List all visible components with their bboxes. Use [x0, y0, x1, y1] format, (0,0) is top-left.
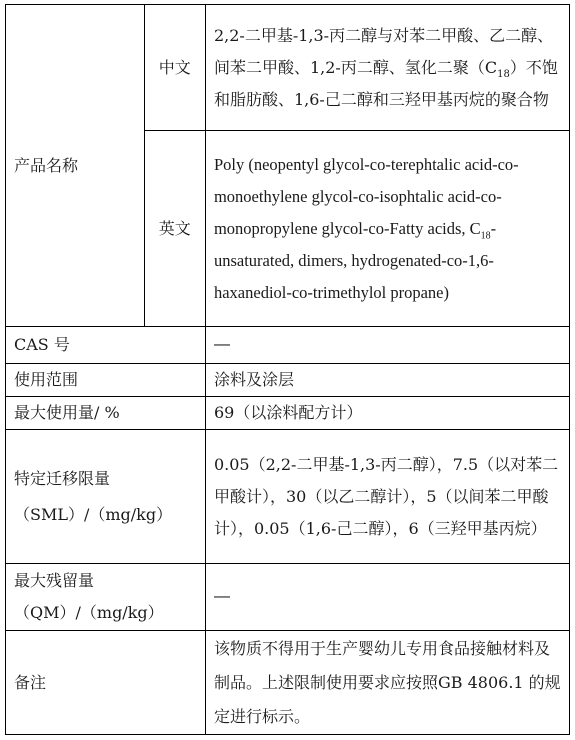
row-cas	[6, 327, 570, 364]
qm-label: 最大残留量 （QM）/（mg/kg）	[6, 564, 206, 631]
usage-scope-value: 涂料及涂层	[205, 364, 569, 397]
english-name-part1: Poly (neopentyl glycol-co-terephtalic acid-co-monoethylene glycol-co-isophtalic acid-co-monopropylene glycol-co-Fatty acids, C	[213, 154, 519, 238]
chinese-name-value	[205, 5, 569, 131]
row-max-usage	[6, 397, 570, 430]
english-name-value	[205, 131, 569, 327]
sml-value: 0.05（2,2-二甲基-1,3-丙二醇），7.5（以对苯二甲酸计），30（以乙二醇计），5（以间苯二甲酸计），0.05（1,6-己二醇），6（三羟甲基丙烷）	[205, 430, 569, 564]
row-usage-scope	[6, 364, 570, 397]
sml-label: 特定迁移限量 （SML）/（mg/kg）	[6, 430, 206, 564]
remarks-value: 该物质不得用于生产婴幼儿专用食品接触材料及制品。上述限制使用要求应按照GB 4806.1 的规定进行标示。	[205, 631, 569, 735]
english-label: 英文	[144, 131, 205, 327]
chinese-name-subscript: 18	[497, 68, 510, 80]
max-usage-label: 最大使用量/ %	[6, 397, 206, 430]
chinese-name-part2: ）不饱和脂肪酸、1,6-己二醇和三羟甲基丙烷的聚合物	[213, 57, 558, 109]
chinese-label: 中文	[144, 5, 205, 131]
usage-scope-label: 使用范围	[6, 364, 206, 397]
row-product-name-chinese	[6, 5, 570, 131]
chinese-name-part1: 2,2-二甲基-1,3-丙二醇与对苯二甲酸、乙二醇、间苯二甲酸、1,2-丙二醇、氢化二聚（C	[213, 25, 554, 77]
qm-value: —	[205, 564, 569, 631]
row-qm	[6, 564, 570, 631]
english-name-part2: -unsaturated, dimers, hydrogenated-co-1,6-haxanediol-co-trimethylol propane)	[213, 218, 497, 302]
row-remarks	[6, 631, 570, 735]
english-name-subscript: 18	[480, 229, 491, 241]
remarks-label: 备注	[6, 631, 206, 735]
substance-spec-table	[5, 4, 570, 735]
row-sml	[6, 430, 570, 564]
cas-value: —	[205, 327, 569, 364]
product-name-label: 产品名称	[6, 5, 145, 327]
max-usage-value: 69（以涂料配方计）	[205, 397, 569, 430]
cas-label: CAS 号	[6, 327, 206, 364]
